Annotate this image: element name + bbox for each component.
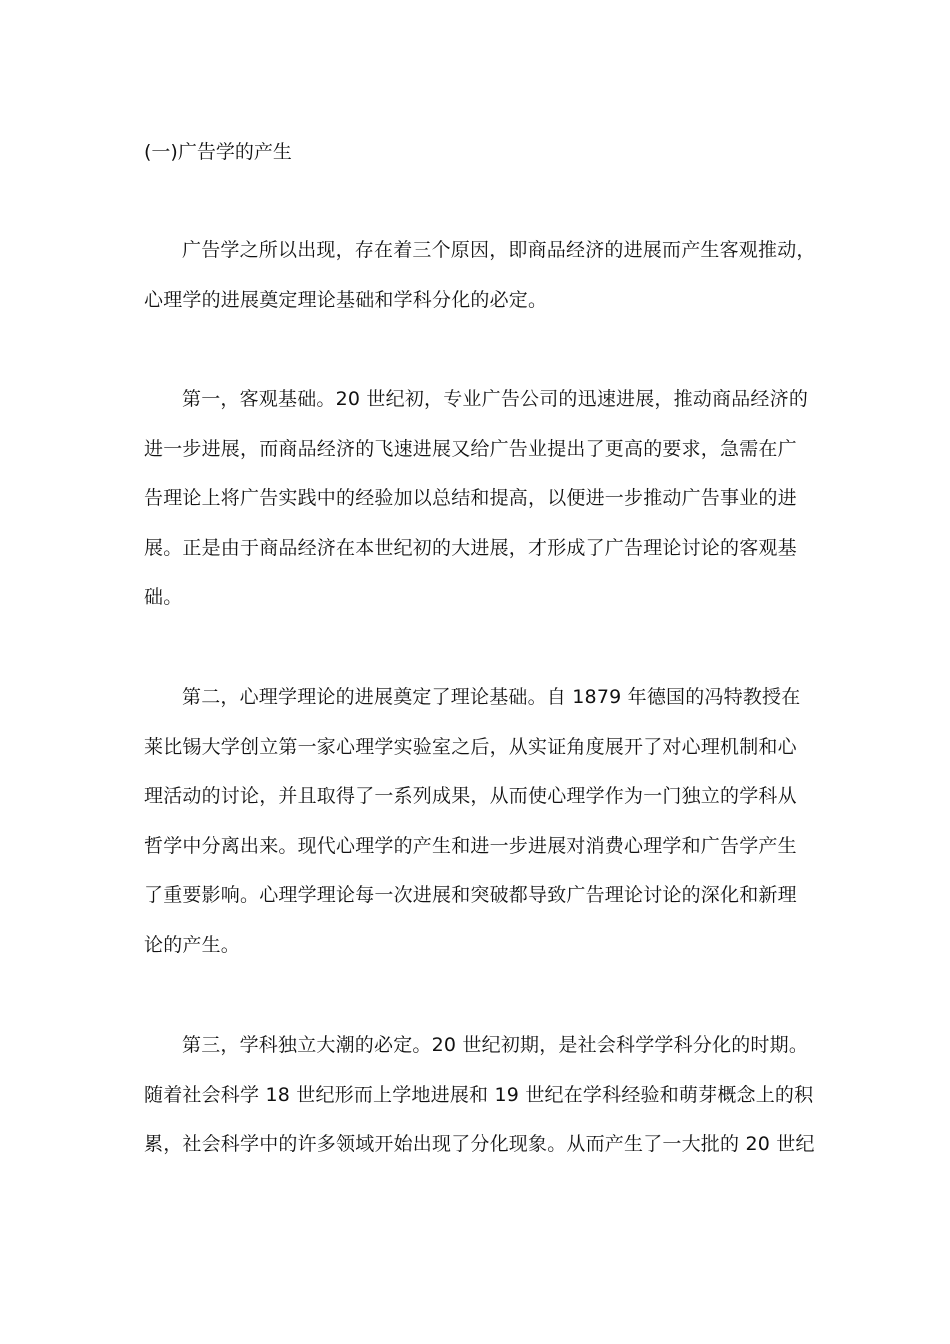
text-line: 哲学中分离出来。现代心理学的产生和进一步进展对消费心理学和广告学产生 xyxy=(144,834,797,857)
paragraph-second-reason xyxy=(144,673,814,971)
text-line: 础。 xyxy=(144,586,183,609)
text-line: 广告学之所以出现，存在着三个原因，即商品经济的进展而产生客观推动， xyxy=(182,239,816,261)
text-line: 心理学的进展奠定理论基础和学科分化的必定。 xyxy=(144,288,548,311)
text-line: 了重要影响。心理学理论每一次进展和突破都导致广告理论讨论的深化和新理 xyxy=(144,884,797,907)
text-line: 论的产生。 xyxy=(144,933,241,956)
text-line: 理活动的讨论，并且取得了一系列成果，从而使心理学作为一门独立的学科从 xyxy=(144,785,797,808)
text-line: 随着社会科学 18 世纪形而上学地进展和 19 世纪在学科经验和萌芽概念上的积 xyxy=(144,1083,814,1106)
text-line: 累，社会科学中的许多领域开始出现了分化现象。从而产生了一大批的 20 世纪 xyxy=(144,1133,815,1156)
text-line: 第一，客观基础。20 世纪初，专业广告公司的迅速进展，推动商品经济的 xyxy=(182,388,809,410)
paragraph-first-reason xyxy=(144,375,814,623)
paragraph-third-reason xyxy=(144,1021,814,1170)
text-line: 展。正是由于商品经济在本世纪初的大进展，才形成了广告理论讨论的客观基 xyxy=(144,536,797,559)
paragraph-intro xyxy=(144,226,814,325)
text-line: 进一步进展，而商品经济的飞速进展又给广告业提出了更高的要求，急需在广 xyxy=(144,437,797,460)
text-line: 告理论上将广告实践中的经验加以总结和提高，以便进一步推动广告事业的进 xyxy=(144,487,797,510)
section-heading: (一)广告学的产生 xyxy=(144,141,292,163)
text-line: 莱比锡大学创立第一家心理学实验室之后，从实证角度展开了对心理机制和心 xyxy=(144,735,797,758)
text-line: 第三，学科独立大潮的必定。20 世纪初期，是社会科学学科分化的时期。 xyxy=(182,1034,809,1056)
text-line: 第二，心理学理论的进展奠定了理论基础。自 1879 年德国的冯特教授在 xyxy=(182,686,801,708)
